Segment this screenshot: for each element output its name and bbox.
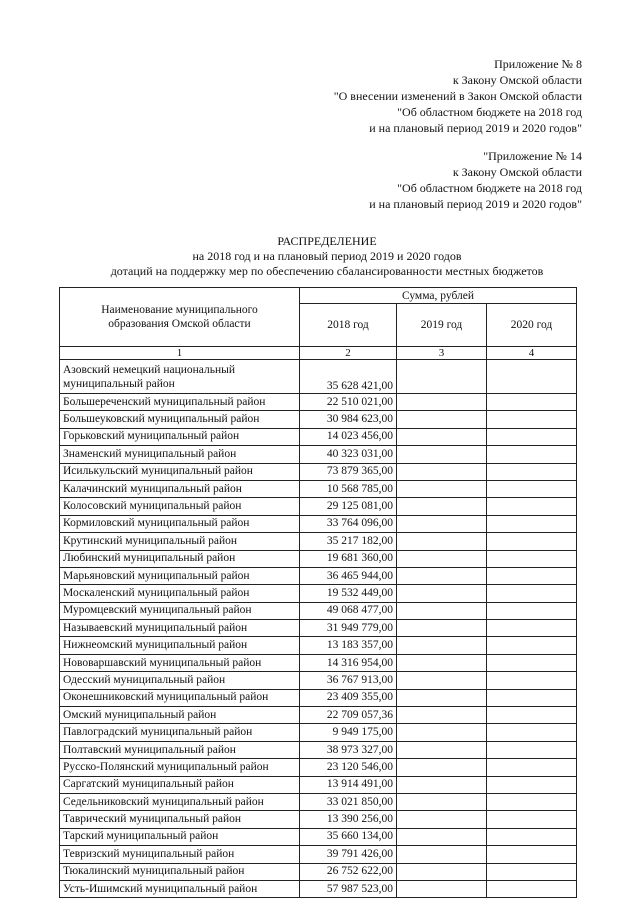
district-name: Исилькульский муниципальный район: [60, 463, 300, 480]
amount-2019: [397, 828, 487, 845]
table-row: [60, 411, 577, 428]
amount-2018: 35 660 134,00: [300, 828, 397, 845]
table-row: [60, 880, 577, 897]
amount-2020: [487, 360, 577, 394]
amount-2018: 19 532 449,00: [300, 585, 397, 602]
amount-2019: [397, 846, 487, 863]
amount-2019: [397, 428, 487, 445]
district-name: Павлоградский муниципальный район: [60, 724, 300, 741]
district-name: Москаленский муниципальный район: [60, 585, 300, 602]
amount-2019: [397, 637, 487, 654]
amount-2020: [487, 828, 577, 845]
amount-2019: [397, 394, 487, 411]
column-header-name: Наименование муниципального образования Омской области: [60, 288, 300, 347]
district-name: Знаменский муниципальный район: [60, 446, 300, 463]
table-row: [60, 776, 577, 793]
district-name: Колосовский муниципальный район: [60, 498, 300, 515]
amount-2020: [487, 394, 577, 411]
amount-2020: [487, 776, 577, 793]
district-name: Любинский муниципальный район: [60, 550, 300, 567]
district-name: Саргатский муниципальный район: [60, 776, 300, 793]
table-row: [60, 620, 577, 637]
amount-2019: [397, 480, 487, 497]
amount-2020: [487, 498, 577, 515]
district-name: Седельниковский муниципальный район: [60, 793, 300, 810]
header-line: к Закону Омской области: [452, 73, 582, 87]
amount-2018: 10 568 785,00: [300, 480, 397, 497]
amount-2018: 26 752 622,00: [300, 863, 397, 880]
amount-2020: [487, 446, 577, 463]
amount-2018: 23 409 355,00: [300, 689, 397, 706]
column-header-2019: 2019 год: [397, 304, 487, 347]
header-line: и на плановый период 2019 и 2020 годов": [369, 197, 582, 211]
amount-2020: [487, 707, 577, 724]
table-row: [60, 567, 577, 584]
amount-2018: 23 120 546,00: [300, 759, 397, 776]
amount-2020: [487, 689, 577, 706]
amount-2018: 9 949 175,00: [300, 724, 397, 741]
amount-2019: [397, 620, 487, 637]
district-name: Таврический муниципальный район: [60, 811, 300, 828]
header-line: "Приложение № 14: [483, 149, 582, 163]
header-line: "О внесении изменений в Закон Омской области: [333, 89, 582, 103]
amount-2019: [397, 689, 487, 706]
header-line: к Закону Омской области: [452, 165, 582, 179]
amount-2018: 13 390 256,00: [300, 811, 397, 828]
amount-2020: [487, 480, 577, 497]
header-line: Приложение № 8: [494, 57, 582, 71]
amount-2020: [487, 620, 577, 637]
amount-2018: 40 323 031,00: [300, 446, 397, 463]
amount-2019: [397, 411, 487, 428]
column-index: 3: [397, 347, 487, 360]
amount-2020: [487, 672, 577, 689]
table-row: [60, 480, 577, 497]
district-name: Муромцевский муниципальный район: [60, 602, 300, 619]
table-row: [60, 463, 577, 480]
district-name: Полтавский муниципальный район: [60, 741, 300, 758]
amount-2020: [487, 811, 577, 828]
amount-2019: [397, 585, 487, 602]
header-line: "Об областном бюджете на 2018 год: [397, 181, 582, 195]
amount-2020: [487, 585, 577, 602]
appendix-8-header: [334, 56, 582, 136]
amount-2020: [487, 863, 577, 880]
amount-2019: [397, 550, 487, 567]
district-name: Усть-Ишимский муниципальный район: [60, 880, 300, 897]
amount-2019: [397, 498, 487, 515]
column-index: 2: [300, 347, 397, 360]
amount-2019: [397, 759, 487, 776]
distribution-table: [59, 287, 577, 898]
amount-2018: 39 791 426,00: [300, 846, 397, 863]
title-line: на 2018 год и на плановый период 2019 и 2020 годов: [192, 249, 462, 263]
district-name: Нижнеомский муниципальный район: [60, 637, 300, 654]
district-name: Крутинский муниципальный район: [60, 533, 300, 550]
amount-2018: 22 510 021,00: [300, 394, 397, 411]
amount-2019: [397, 793, 487, 810]
amount-2019: [397, 567, 487, 584]
table-row: [60, 811, 577, 828]
amount-2020: [487, 515, 577, 532]
column-index: 4: [487, 347, 577, 360]
table-row: [60, 759, 577, 776]
amount-2020: [487, 846, 577, 863]
amount-2018: 35 217 182,00: [300, 533, 397, 550]
district-name: Горьковский муниципальный район: [60, 428, 300, 445]
amount-2018: 22 709 057,36: [300, 707, 397, 724]
amount-2019: [397, 811, 487, 828]
amount-2019: [397, 863, 487, 880]
district-name: Тарский муниципальный район: [60, 828, 300, 845]
appendix-14-header: [369, 148, 582, 212]
amount-2019: [397, 776, 487, 793]
amount-2018: 30 984 623,00: [300, 411, 397, 428]
table-row: [60, 707, 577, 724]
header-line: "Об областном бюджете на 2018 год: [397, 105, 582, 119]
header-line: и на плановый период 2019 и 2020 годов": [369, 121, 582, 135]
amount-2020: [487, 411, 577, 428]
district-name: Оконешниковский муниципальный район: [60, 689, 300, 706]
table-row: [60, 498, 577, 515]
amount-2020: [487, 637, 577, 654]
district-name: Тюкалинский муниципальный район: [60, 863, 300, 880]
document-title: [40, 234, 614, 279]
table-row: [60, 846, 577, 863]
table-row: [60, 585, 577, 602]
amount-2019: [397, 463, 487, 480]
table-row: [60, 394, 577, 411]
amount-2018: 35 628 421,00: [300, 360, 397, 394]
amount-2020: [487, 550, 577, 567]
amount-2020: [487, 880, 577, 897]
table-row: [60, 428, 577, 445]
amount-2019: [397, 446, 487, 463]
district-name: Нововаршавский муниципальный район: [60, 654, 300, 671]
district-name: Большереченский муниципальный район: [60, 394, 300, 411]
table-row: [60, 515, 577, 532]
table-row: [60, 602, 577, 619]
title-line: дотаций на поддержку мер по обеспечению сбалансированности местных бюджетов: [110, 264, 544, 278]
amount-2019: [397, 880, 487, 897]
amount-2020: [487, 463, 577, 480]
table-row: [60, 689, 577, 706]
amount-2020: [487, 567, 577, 584]
amount-2019: [397, 672, 487, 689]
district-name: Калачинский муниципальный район: [60, 480, 300, 497]
district-name: Большеуковский муниципальный район: [60, 411, 300, 428]
district-name: Тевризский муниципальный район: [60, 846, 300, 863]
amount-2018: 36 465 944,00: [300, 567, 397, 584]
amount-2018: 29 125 081,00: [300, 498, 397, 515]
table-row: [60, 360, 577, 394]
column-index: 1: [60, 347, 300, 360]
amount-2018: 73 879 365,00: [300, 463, 397, 480]
amount-2019: [397, 602, 487, 619]
amount-2020: [487, 654, 577, 671]
amount-2019: [397, 741, 487, 758]
amount-2018: 13 183 357,00: [300, 637, 397, 654]
column-header-2020: 2020 год: [487, 304, 577, 347]
district-name: Омский муниципальный район: [60, 707, 300, 724]
table-row: [60, 550, 577, 567]
district-name: Русско-Полянский муниципальный район: [60, 759, 300, 776]
amount-2018: 57 987 523,00: [300, 880, 397, 897]
amount-2019: [397, 360, 487, 394]
amount-2019: [397, 515, 487, 532]
table-row: [60, 654, 577, 671]
amount-2020: [487, 793, 577, 810]
amount-2018: 14 023 456,00: [300, 428, 397, 445]
amount-2020: [487, 759, 577, 776]
district-name: Называевский муниципальный район: [60, 620, 300, 637]
amount-2018: 36 767 913,00: [300, 672, 397, 689]
table-row: [60, 533, 577, 550]
amount-2018: 49 068 477,00: [300, 602, 397, 619]
table-row: [60, 446, 577, 463]
amount-2018: 19 681 360,00: [300, 550, 397, 567]
table-row: [60, 637, 577, 654]
amount-2019: [397, 533, 487, 550]
column-header-2018: 2018 год: [300, 304, 397, 347]
amount-2020: [487, 724, 577, 741]
amount-2019: [397, 654, 487, 671]
amount-2018: 13 914 491,00: [300, 776, 397, 793]
table-row: [60, 863, 577, 880]
amount-2020: [487, 741, 577, 758]
amount-2018: 38 973 327,00: [300, 741, 397, 758]
district-name: Марьяновский муниципальный район: [60, 567, 300, 584]
amount-2018: 14 316 954,00: [300, 654, 397, 671]
table-row: [60, 724, 577, 741]
amount-2018: 33 021 850,00: [300, 793, 397, 810]
amount-2018: 31 949 779,00: [300, 620, 397, 637]
district-name: Азовский немецкий национальный муниципальный район: [60, 360, 300, 394]
column-header-sum: Сумма, рублей: [300, 288, 577, 304]
amount-2020: [487, 428, 577, 445]
amount-2020: [487, 602, 577, 619]
table-row: [60, 793, 577, 810]
amount-2020: [487, 533, 577, 550]
district-name: Кормиловский муниципальный район: [60, 515, 300, 532]
table-row: [60, 741, 577, 758]
amount-2019: [397, 707, 487, 724]
district-name: Одесский муниципальный район: [60, 672, 300, 689]
title-line: РАСПРЕДЕЛЕНИЕ: [277, 234, 377, 248]
amount-2018: 33 764 096,00: [300, 515, 397, 532]
table-row: [60, 828, 577, 845]
amount-2019: [397, 724, 487, 741]
table-row: [60, 672, 577, 689]
